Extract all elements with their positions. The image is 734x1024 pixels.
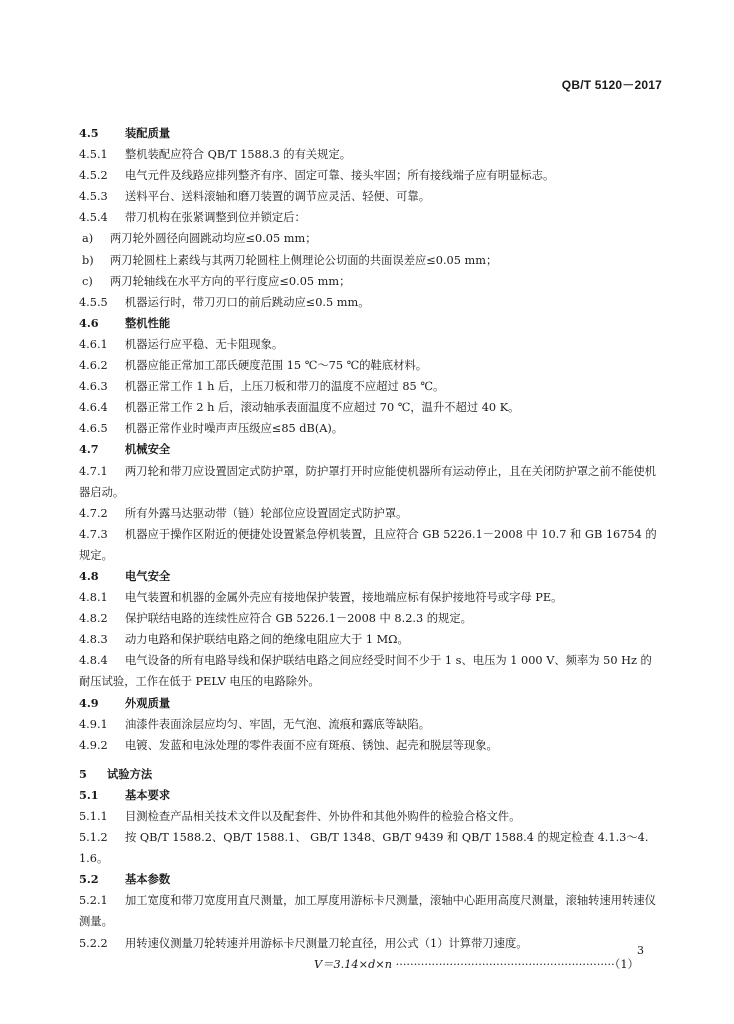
clause-text: 加工宽度和带刀宽度用直尺测量，加工厚度用游标卡尺测量，滚轴中心距用高度尺测量，滚轴转速用转速仪测量。: [79, 894, 656, 929]
clause: [79, 144, 657, 165]
clause-text: 整机性能: [125, 315, 171, 330]
clause-number: 4.5.3: [79, 190, 108, 204]
clause-text: 机器正常工作 1 h 后，上压刀板和带刀的温度不应超过 85 ℃。: [125, 380, 445, 394]
clause-text: 两刀轮圆柱上素线与其两刀轮圆柱上侧理论公切面的共面误差应≤0.05 mm；: [110, 253, 498, 267]
clause-number: 4.5: [79, 126, 99, 140]
clause-heading: [79, 566, 657, 587]
clause: [79, 376, 657, 397]
clause-text: 目测检查产品相关技术文件以及配套件、外协件和其他外购件的检验合格文件。: [125, 810, 521, 823]
clause-text: 用转速仪测量刀轮转速并用游标卡尺测量刀轮直径，用公式（1）计算带刀速度。: [125, 936, 528, 950]
clause-number: a): [82, 232, 94, 246]
clause-text: 电气设备的所有电路导线和保护联结电路之间应经受时间不少于 1 s、电压为 1 000 V、频率为 50 Hz 的耐压试验，工作在低于 PELV 电压的电路除外。: [79, 654, 652, 689]
clause-number: 5.1.1: [79, 810, 108, 823]
clause-text: 所有外露马达驱动带（链）轮部位应设置固定式防护罩。: [125, 506, 408, 520]
clause-number: 4.9.2: [79, 738, 108, 752]
clause-text: 带刀机构在张紧调整到位并锁定后：: [125, 211, 306, 225]
clause-heading: [79, 693, 657, 714]
clause-number: 4.8.4: [79, 654, 108, 668]
clause-number: 4.8.2: [79, 612, 108, 626]
clause-number: 4.5.1: [79, 148, 108, 162]
clause: [79, 418, 657, 439]
clause: [79, 735, 657, 756]
clause-number: 5.2: [79, 872, 99, 887]
clause: [79, 461, 657, 503]
clause-number: 4.5.5: [79, 295, 108, 309]
clause-number: 4.6.5: [79, 422, 108, 436]
clause: [79, 292, 657, 313]
clause-heading: [79, 439, 657, 460]
clause: [79, 207, 657, 228]
formula-label: （1）: [614, 957, 639, 971]
list-item: [79, 250, 657, 271]
clause-text: 机器应能正常加工邵氏硬度范围 15 ℃～75 ℃的鞋底材料。: [125, 359, 428, 373]
clause-text: 按 QB/T 1588.2、QB/T 1588.1、 GB/T 1348、GB/T 9439 和 QB/T 1588.4 的规定检查 4.1.3～4.1.6。: [79, 831, 649, 866]
clause-number: 5.2.1: [79, 894, 108, 908]
clause: [79, 933, 657, 954]
clause-number: 4.6.3: [79, 380, 108, 394]
clause-number: 4.9: [79, 695, 99, 710]
clause-text: 机器运行时，带刀刃口的前后跳动应≤0.5 mm。: [125, 295, 370, 309]
clause: [79, 524, 657, 566]
clause-text: 电气安全: [125, 568, 171, 583]
clause-number: c): [82, 274, 93, 288]
clause-text: 机器运行应平稳、无卡阻现象。: [125, 337, 284, 351]
list-item: [79, 271, 657, 292]
clause-text: 电气元件及线路应排列整齐有序、固定可靠、接头牢固；所有接线端子应有明显标志。: [125, 169, 555, 183]
clause-number: 4.8.1: [79, 591, 108, 605]
clause-number: 4.6: [79, 315, 99, 330]
clause-number: 5: [79, 766, 87, 781]
clause-heading: [79, 123, 657, 144]
clause-number: 4.7: [79, 442, 99, 457]
clause-heading: [79, 313, 657, 334]
clause-text: 基本要求: [125, 787, 171, 802]
clause: [79, 503, 657, 524]
clause-number: b): [82, 253, 94, 267]
clause-number: 4.5.4: [79, 211, 108, 225]
formula-leader: ·····························································: [392, 957, 615, 971]
clause-number: 4.7.2: [79, 506, 108, 520]
clause-number: 5.1.2: [79, 831, 108, 845]
clause-text: 送料平台、送料滚轴和磨刀装置的调节应灵活、轻便、可靠。: [125, 190, 431, 204]
clause-number: 4.7.3: [79, 527, 108, 541]
clause-number: 4.7.1: [79, 464, 108, 478]
clause-text: 机器正常工作 2 h 后，滚动轴承表面温度不应超过 70 ℃，温升不超过 40 K。: [125, 401, 520, 415]
clause-number: 5.2.2: [79, 936, 108, 950]
clause-number: 4.6.4: [79, 401, 108, 415]
list-item: [79, 228, 657, 249]
clause: [79, 629, 657, 650]
clause-heading: [79, 785, 657, 806]
clause-text: 电镀、发蓝和电泳处理的零件表面不应有斑痕、锈蚀、起壳和脱层等现象。: [125, 738, 498, 752]
clause-number: 4.6.2: [79, 359, 108, 373]
clause: [79, 355, 657, 376]
clause: [79, 186, 657, 207]
clause-text: 两刀轮和带刀应设置固定式防护罩，防护罩打开时应能使机器所有运动停止，且在关闭防护罩之前不能使机器启动。: [79, 464, 656, 499]
clause-text: 电气装置和机器的金属外壳应有接地保护装置，接地端应标有保护接地符号或字母 PE。: [125, 591, 563, 605]
clause: [79, 827, 657, 869]
page-number: 3: [637, 944, 644, 957]
clause-text: 机器正常作业时噪声声压级应≤85 dB(A)。: [125, 422, 344, 436]
clause-text: 动力电路和保护联结电路之间的绝缘电阻应大于 1 MΩ。: [125, 633, 409, 647]
clause: [79, 165, 657, 186]
formula-expression: V＝3.14×d×n: [314, 957, 393, 971]
clause: [79, 650, 657, 692]
clause-text: 两刀轮外圆径向圆跳动均应≤0.05 mm；: [110, 232, 317, 246]
clause-text: 基本参数: [125, 872, 171, 887]
clause-text: 保护联结电路的连续性应符合 GB 5226.1－2008 中 8.2.3 的规定。: [125, 612, 472, 626]
standard-header: QB/T 5120－2017: [561, 78, 662, 92]
clause-text: 两刀轮轴线在水平方向的平行度应≤0.05 mm；: [110, 274, 351, 288]
clause-heading: [79, 869, 657, 890]
clause: [79, 890, 657, 932]
clause: [79, 587, 657, 608]
section-gap: [79, 756, 657, 764]
clause-text: 整机装配应符合 QB/T 1588.3 的有关规定。: [125, 148, 352, 162]
clause-text: 装配质量: [125, 126, 171, 140]
clause-number: 4.5.2: [79, 169, 108, 183]
clause-text: 机械安全: [125, 442, 171, 457]
clause-number: 4.9.1: [79, 717, 108, 731]
clause-text: 试验方法: [107, 766, 153, 781]
document-body: [79, 123, 657, 975]
clause-text: 外观质量: [125, 695, 171, 710]
clause-text: 油漆件表面涂层应均匀、牢固，无气泡、流痕和露底等缺陷。: [125, 717, 431, 731]
clause-number: 4.8.3: [79, 633, 108, 647]
clause-heading: [79, 764, 657, 785]
clause-number: 5.1: [79, 787, 99, 802]
clause: [79, 806, 657, 827]
clause: [79, 397, 657, 418]
clause-number: 4.8: [79, 568, 99, 583]
clause: [79, 334, 657, 355]
clause: [79, 608, 657, 629]
clause-text: 机器应于操作区附近的便捷处设置紧急停机装置，且应符合 GB 5226.1－2008 中 10.7 和 GB 16754 的规定。: [79, 527, 657, 562]
formula: [79, 954, 657, 975]
clause-number: 4.6.1: [79, 337, 108, 351]
clause: [79, 714, 657, 735]
